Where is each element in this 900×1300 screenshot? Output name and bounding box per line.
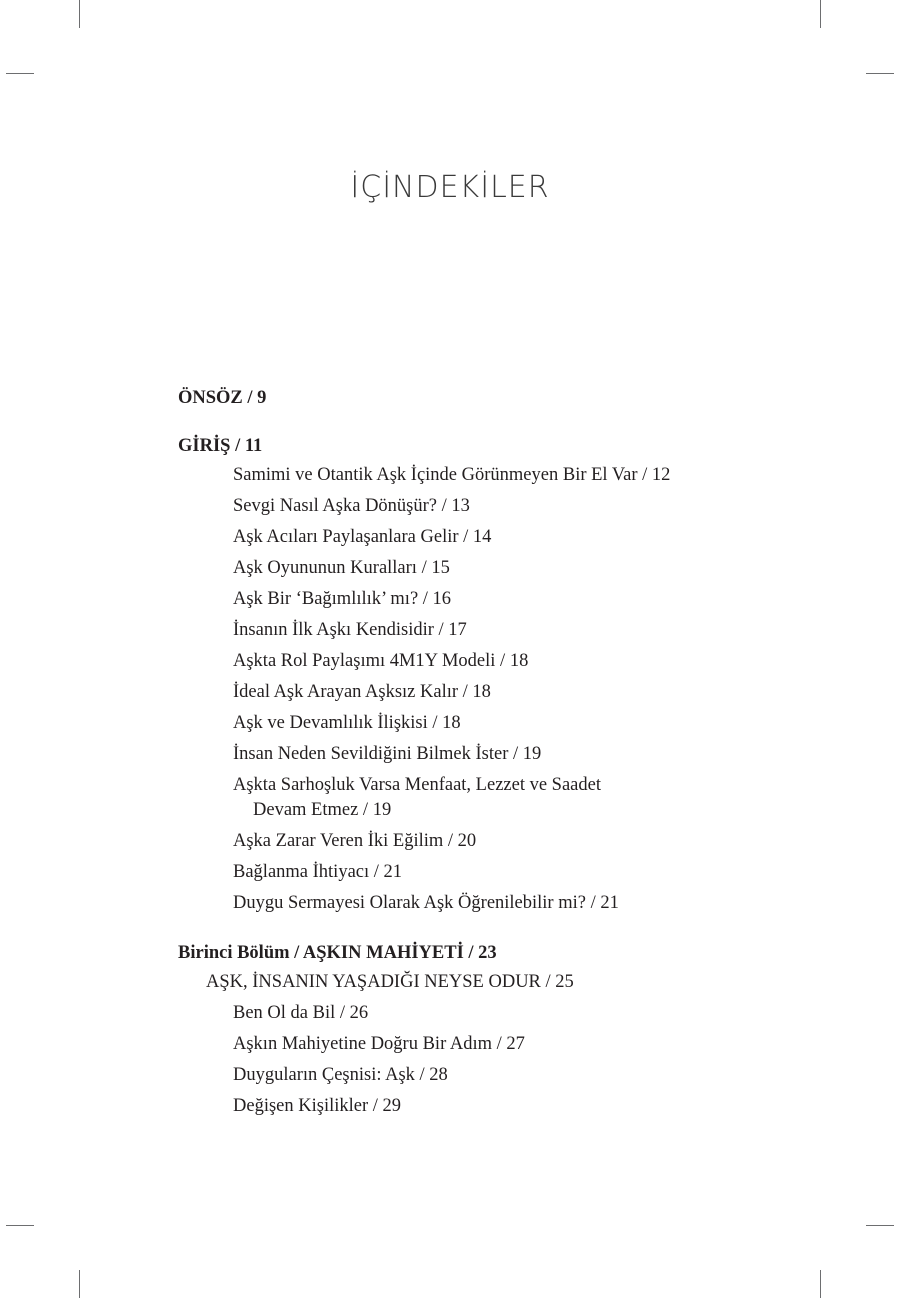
toc-item-wrapped xyxy=(178,770,738,826)
toc-item-continuation: Devam Etmez / 19 xyxy=(253,800,392,820)
toc-item: Aşk ve Devamlılık İlişkisi / 18 xyxy=(233,713,461,733)
crop-mark xyxy=(866,1225,894,1226)
page-title: İÇİNDEKİLER xyxy=(350,170,550,205)
toc-item: Aşkta Rol Paylaşımı 4M1Y Modeli / 18 xyxy=(233,651,529,671)
crop-mark xyxy=(6,73,34,74)
toc-item: İnsan Neden Sevildiğini Bilmek İster / 19 xyxy=(233,744,542,764)
toc-item: Aşkın Mahiyetine Doğru Bir Adım / 27 xyxy=(233,1034,525,1054)
toc-item: Sevgi Nasıl Aşka Dönüşür? / 13 xyxy=(233,496,470,516)
toc-section-giris: GİRİŞ / 11 xyxy=(178,436,263,456)
toc-section-onsoz: ÖNSÖZ / 9 xyxy=(178,388,267,408)
crop-mark xyxy=(820,1270,821,1298)
toc-section-birinci-bolum: Birinci Bölüm / AŞKIN MAHİYETİ / 23 xyxy=(178,943,497,963)
toc-item: İnsanın İlk Aşkı Kendisidir / 17 xyxy=(233,620,467,640)
crop-mark xyxy=(79,0,80,28)
toc-item: Değişen Kişilikler / 29 xyxy=(233,1096,402,1116)
crop-mark xyxy=(866,73,894,74)
toc-item: Duygu Sermayesi Olarak Aşk Öğrenilebilir mi? / 21 xyxy=(233,893,619,913)
toc-subsection: AŞK, İNSANIN YAŞADIĞI NEYSE ODUR / 25 xyxy=(206,972,574,992)
toc-item: Samimi ve Otantik Aşk İçinde Görünmeyen Bir El Var / 12 xyxy=(233,465,671,485)
toc-item: Aşk Oyununun Kuralları / 15 xyxy=(233,558,450,578)
toc-item-line: Aşkta Sarhoşluk Varsa Menfaat, Lezzet ve Saadet xyxy=(233,775,601,795)
toc-item: Ben Ol da Bil / 26 xyxy=(233,1003,369,1023)
toc-item: Aşka Zarar Veren İki Eğilim / 20 xyxy=(233,831,477,851)
crop-mark xyxy=(820,0,821,28)
toc-item: Aşk Bir ‘Bağımlılık’ mı? / 16 xyxy=(233,589,452,609)
toc-item: Aşk Acıları Paylaşanlara Gelir / 14 xyxy=(233,527,492,547)
crop-mark xyxy=(6,1225,34,1226)
toc-item: İdeal Aşk Arayan Aşksız Kalır / 18 xyxy=(233,682,491,702)
toc-item: Duyguların Çeşnisi: Aşk / 28 xyxy=(233,1065,448,1085)
crop-mark xyxy=(79,1270,80,1298)
toc-item: Bağlanma İhtiyacı / 21 xyxy=(233,862,403,882)
table-of-contents xyxy=(178,384,738,1122)
